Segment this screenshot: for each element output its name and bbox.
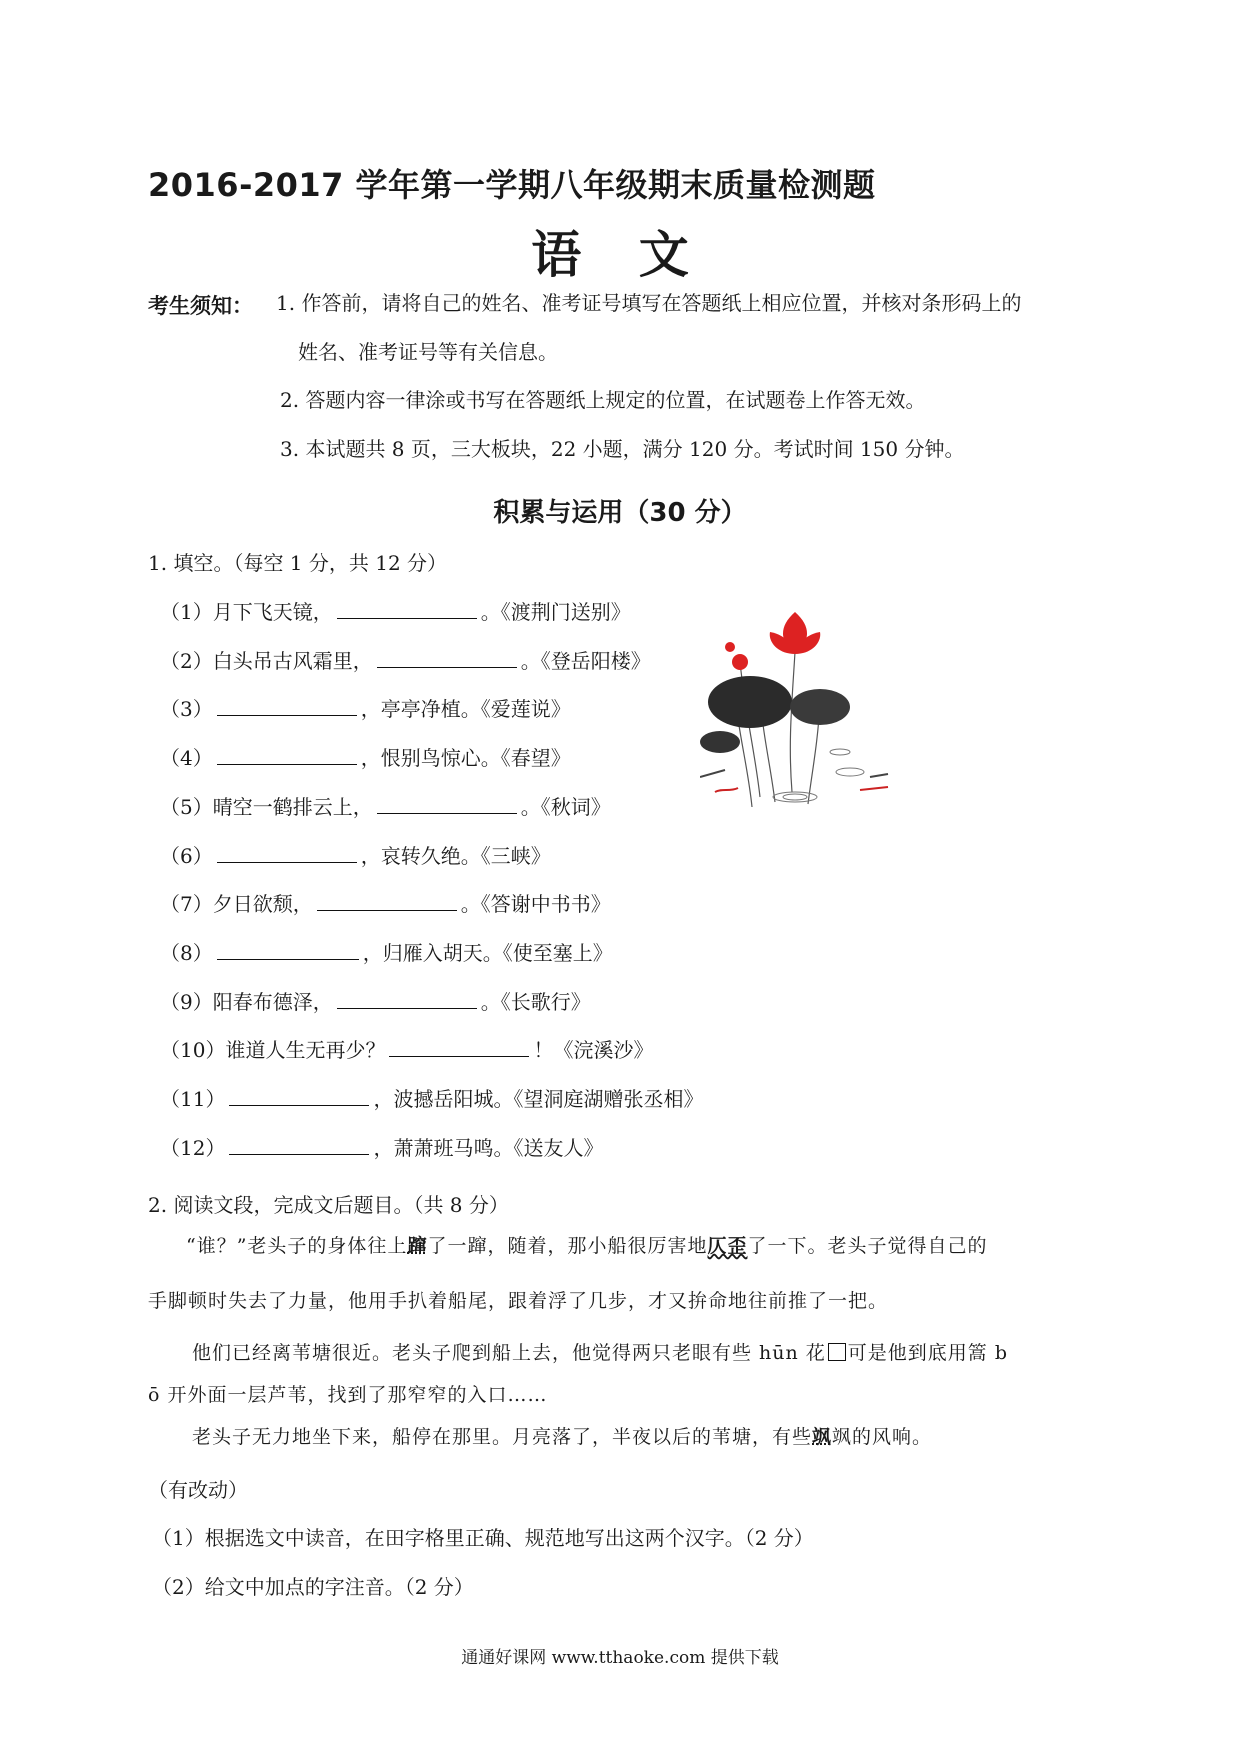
q1-title: 1. 填空。（每空 1 分，共 12 分） — [148, 551, 448, 575]
item-text-after: 。《渡荆门送别》 — [480, 600, 631, 624]
fill-in-blank[interactable] — [217, 695, 357, 716]
q1-item — [160, 988, 591, 1015]
item-text-after: ！《浣溪沙》 — [533, 1038, 654, 1062]
item-text-before: 月下飞天镜， — [212, 600, 333, 624]
subject-title: 语 文 — [531, 226, 709, 284]
notice-item-3: 3. 本试题共 8 页，三大板块，22 小题，满分 120 分。考试时间 150 分钟。 — [280, 437, 965, 461]
passage-text: 飒的风响。 — [832, 1426, 933, 1448]
notice-label: 考生须知： — [148, 294, 253, 318]
item-text-before: 白头吊古风霜里， — [212, 649, 373, 673]
section-title: 积累与运用（30 分） — [493, 498, 747, 528]
footer-credit: 通通好课网 www.tthaoke.com 提供下载 — [461, 1648, 779, 1668]
item-text-after: ，哀转久绝。《三峡》 — [360, 844, 551, 868]
q1-item — [160, 744, 571, 771]
item-text-after: 。《长歌行》 — [480, 990, 591, 1014]
item-text-after: ，归雁入胡天。《使至塞上》 — [362, 941, 613, 965]
item-text-before: 晴空一鹤排云上， — [212, 795, 373, 819]
fill-in-blank[interactable] — [229, 1134, 369, 1155]
q1-item — [160, 647, 651, 674]
q1-item — [160, 939, 613, 966]
dotted-char: 飒 — [812, 1426, 833, 1448]
item-number: （5） — [160, 795, 213, 819]
item-text-before: 夕日欲颓， — [212, 892, 313, 916]
passage-line-4: ō 开外面一层芦苇，找到了那窄窄的入口…… — [148, 1384, 548, 1406]
q1-item — [160, 695, 571, 722]
item-text-before: 阳春布德泽， — [212, 990, 333, 1014]
answer-box — [828, 1343, 846, 1361]
passage-line-2: 手脚顿时失去了力量，他用手扒着船尾，跟着浮了几步，才又拚命地往前推了一把。 — [148, 1290, 889, 1312]
item-text-after: ，萧萧班马鸣。《送友人》 — [373, 1136, 604, 1160]
item-number: （3） — [160, 697, 213, 721]
notice-item-1: 1. 作答前，请将自己的姓名、准考证号填写在答题纸上相应位置，并核对条形码上的 — [276, 291, 1022, 315]
q2-title: 2. 阅读文段，完成文后题目。（共 8 分） — [148, 1193, 509, 1217]
passage-text: 了一下。老头子觉得自己的 — [747, 1235, 988, 1257]
q2-sub1: （1）根据选文中读音，在田字格里正确、规范地写出这两个汉字。（2 分） — [152, 1526, 814, 1550]
q1-item — [160, 598, 631, 625]
passage-text: 他们已经离苇塘很近。老头子爬到船上去，他觉得两只老眼有些 hūn 花 — [192, 1342, 826, 1364]
item-text-after: ，波撼岳阳城。《望洞庭湖赠张丞相》 — [373, 1087, 704, 1111]
item-text-after: ，恨别鸟惊心。《春望》 — [360, 746, 571, 770]
passage-source: （有改动） — [148, 1478, 248, 1502]
q1-item — [160, 1036, 653, 1063]
fill-in-blank[interactable] — [389, 1036, 529, 1057]
item-number: （8） — [160, 941, 213, 965]
item-number: （2） — [160, 649, 213, 673]
fill-in-blank[interactable] — [229, 1085, 369, 1106]
q1-item — [160, 842, 551, 869]
item-number: （9） — [160, 990, 213, 1014]
notice-item-2: 2. 答题内容一律涂或书写在答题纸上规定的位置，在试题卷上作答无效。 — [280, 388, 926, 412]
passage-text: “谁？”老头子的身体往上 — [186, 1235, 408, 1257]
item-text-after: 。《登岳阳楼》 — [520, 649, 651, 673]
fill-in-blank[interactable] — [317, 890, 457, 911]
fill-in-blank[interactable] — [217, 939, 359, 960]
wavy-underlined-word: 仄歪 — [707, 1235, 748, 1257]
fill-in-blank[interactable] — [337, 988, 477, 1009]
fill-in-blank[interactable] — [217, 842, 357, 863]
item-number: （7） — [160, 892, 213, 916]
passage-line-1 — [186, 1233, 988, 1259]
passage-text: 了一蹿，随着，那小船很厉害地 — [427, 1235, 708, 1257]
q1-item — [160, 1085, 703, 1112]
fill-in-blank[interactable] — [217, 744, 357, 765]
dotted-char: 蹿 — [407, 1235, 428, 1257]
passage-line-5 — [192, 1424, 932, 1450]
fill-in-blank[interactable] — [377, 647, 517, 668]
item-number: （10） — [160, 1038, 226, 1062]
exam-title: 2016-2017 学年第一学期八年级期末质量检测题 — [148, 166, 876, 204]
q1-item — [160, 1134, 603, 1161]
item-text-after: 。《答谢中书书》 — [460, 892, 611, 916]
q1-item — [160, 890, 611, 917]
passage-text: 老头子无力地坐下来，船停在那里。月亮落了，半夜以后的苇塘，有些 — [192, 1426, 813, 1448]
lotus-illustration — [700, 592, 890, 822]
fill-in-blank[interactable] — [377, 793, 517, 814]
fill-in-blank[interactable] — [337, 598, 477, 619]
q1-item — [160, 793, 611, 820]
passage-line-3 — [192, 1340, 1008, 1366]
item-text-after: 。《秋词》 — [520, 795, 611, 819]
item-text-before: 谁道人生无再少？ — [225, 1038, 386, 1062]
item-number: （11） — [160, 1087, 226, 1111]
item-number: （4） — [160, 746, 213, 770]
item-number: （6） — [160, 844, 213, 868]
item-text-after: ，亭亭净植。《爱莲说》 — [360, 697, 571, 721]
item-number: （1） — [160, 600, 213, 624]
passage-text: 可是他到底用篙 b — [847, 1342, 1008, 1364]
notice-item-1-cont: 姓名、准考证号等有关信息。 — [298, 340, 558, 364]
q2-sub2: （2）给文中加点的字注音。（2 分） — [152, 1575, 474, 1599]
item-number: （12） — [160, 1136, 226, 1160]
